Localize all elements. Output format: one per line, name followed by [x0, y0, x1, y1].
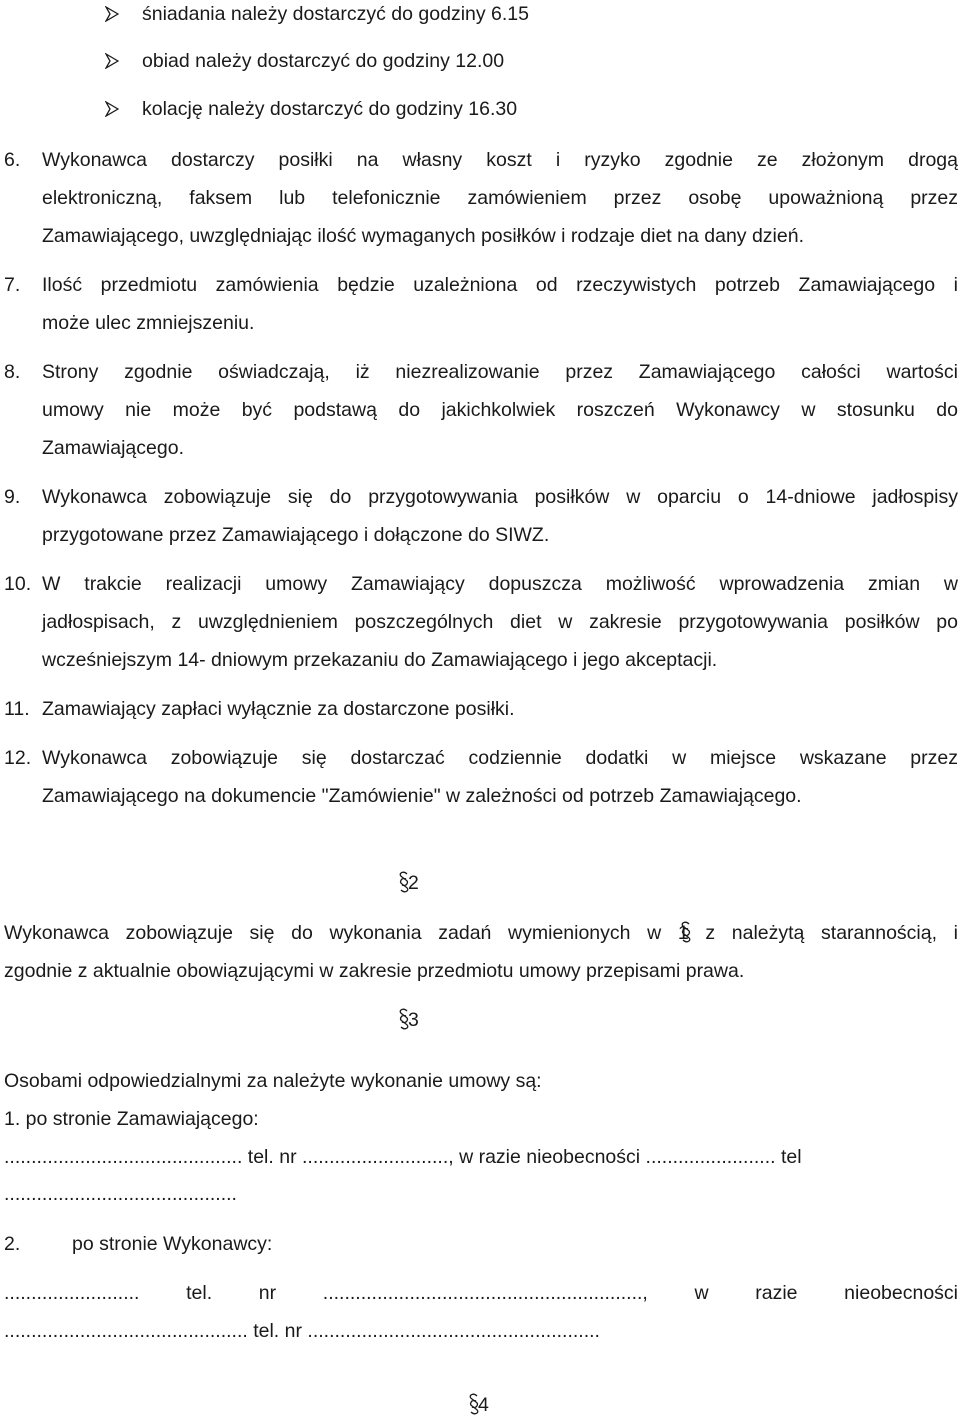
section-3-number: 3: [408, 1009, 419, 1031]
item-6-line-3: Zamawiającego, uwzględniając ilość wymaganych posiłków i rodzaje diet na dany dzień.: [42, 225, 804, 247]
item-12-line-1: Wykonawca zobowiązuje się dostarczać codziennie dodatki w miejsce wskazane przez: [42, 747, 958, 769]
item-number: 7.: [4, 274, 21, 296]
party-1-line-1: ............................................ tel. nr ..........................., w razie nieobecności ........................ tel: [4, 1146, 802, 1168]
section-2-number: 2: [408, 872, 419, 894]
item-6-line-2: elektroniczną, faksem lub telefonicznie zamówieniem przez osobę upoważnioną przez: [42, 187, 958, 209]
section-2-line-1: Wykonawca zobowiązuje się do wykonania zadań wymienionych w 1 z należytą starannością, i: [4, 922, 958, 944]
arrow-bullet-icon: [105, 53, 119, 69]
bullet-lunch: obiad należy dostarczyć do godziny 12.00: [142, 50, 505, 72]
section-sign-icon: [680, 921, 692, 943]
item-11-line-1: Zamawiający zapłaci wyłącznie za dostarczone posiłki.: [42, 698, 515, 720]
item-8-line-3: Zamawiającego.: [42, 437, 184, 459]
party-2-line-1: ......................... tel. nr ..........................................................., w razie nieobecności: [4, 1282, 958, 1304]
section-4-number: 4: [478, 1394, 489, 1416]
item-10-line-2: jadłospisach, z uwzględnieniem poszczególnych diet w zakresie przygotowywania posiłków po: [42, 611, 958, 633]
party-1-line-2: ...........................................: [4, 1183, 237, 1205]
item-7-line-2: może ulec zmniejszeniu.: [42, 312, 255, 334]
section-3-intro: Osobami odpowiedzialnymi za należyte wykonanie umowy są:: [4, 1070, 542, 1092]
item-number: 12.: [4, 747, 32, 769]
item-number: 9.: [4, 486, 21, 508]
item-9-line-2: przygotowane przez Zamawiającego i dołączone do SIWZ.: [42, 524, 550, 546]
item-10-line-1: W trakcie realizacji umowy Zamawiający dopuszcza możliwość wprowadzenia zmian w: [42, 573, 958, 595]
party-2-number: 2.: [4, 1233, 21, 1255]
arrow-bullet-icon: [105, 101, 119, 117]
item-10-line-3: wcześniejszym 14- dniowym przekazaniu do Zamawiającego i jego akceptacji.: [42, 649, 718, 671]
party-2-line-2: ............................................. tel. nr ......................................................: [4, 1320, 600, 1342]
item-8-line-1: Strony zgodnie oświadczają, iż niezrealizowanie przez Zamawiającego całości wartości: [42, 361, 958, 383]
section-2-line-2: zgodnie z aktualnie obowiązującymi w zakresie przedmiotu umowy przepisami prawa.: [4, 960, 745, 982]
item-7-line-1: Ilość przedmiotu zamówienia będzie uzależniona od rzeczywistych potrzeb Zamawiającego i: [42, 274, 958, 296]
item-8-line-2: umowy nie może być podstawą do jakichkolwiek roszczeń Wykonawcy w stosunku do: [42, 399, 958, 421]
item-number: 6.: [4, 149, 21, 171]
party-1-label: 1. po stronie Zamawiającego:: [4, 1108, 259, 1130]
item-number: 11.: [4, 698, 30, 720]
bullet-dinner: kolację należy dostarczyć do godziny 16.30: [142, 98, 518, 120]
item-number: 8.: [4, 361, 21, 383]
item-6-line-1: Wykonawca dostarczy posiłki na własny koszt i ryzyko zgodnie ze złożonym drogą: [42, 149, 958, 171]
item-9-line-1: Wykonawca zobowiązuje się do przygotowywania posiłków w oparciu o 14-dniowe jadłospisy: [42, 486, 958, 508]
bullet-breakfast: śniadania należy dostarczyć do godziny 6.15: [142, 3, 529, 25]
arrow-bullet-icon: [105, 6, 119, 22]
item-12-line-2: Zamawiającego na dokumencie "Zamówienie" w zależności od potrzeb Zamawiającego.: [42, 785, 802, 807]
party-2-label: po stronie Wykonawcy:: [72, 1233, 273, 1255]
item-number: 10.: [4, 573, 32, 595]
